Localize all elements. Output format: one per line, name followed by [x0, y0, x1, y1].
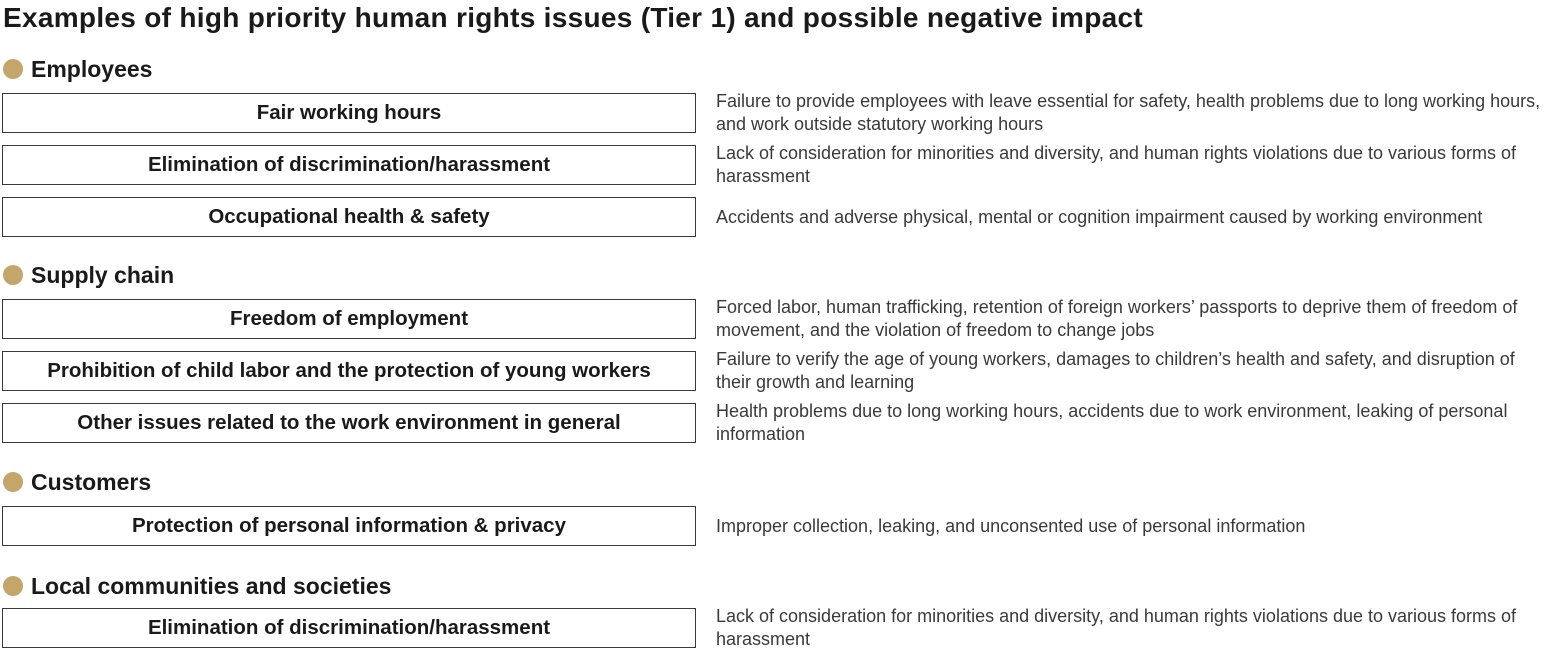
- section-label: Customers: [31, 468, 152, 495]
- issue-box: [2, 403, 696, 443]
- issue-label: Elimination of discrimination/harassment: [147, 616, 551, 639]
- section-header-employees: [3, 56, 152, 82]
- impact-text: Accidents and adverse physical, mental or cognition impairment caused by working environment: [716, 206, 1483, 227]
- impact-text: Failure to verify the age of young workers, damages to children’s health and safety, and disruption of their growth and learning: [716, 349, 1515, 392]
- issue-box: [2, 145, 696, 185]
- issue-box: [2, 299, 696, 339]
- issue-label: Elimination of discrimination/harassment: [147, 153, 551, 176]
- section-label: Local communities and societies: [31, 572, 392, 599]
- issue-label: Fair working hours: [256, 101, 442, 124]
- impact-text: Lack of consideration for minorities and diversity, and human rights violations due to various forms of harassment: [716, 606, 1517, 649]
- issue-row: [0, 195, 1546, 239]
- issue-label: Other issues related to the work environment in general: [77, 411, 621, 434]
- impact-text: Lack of consideration for minorities and diversity, and human rights violations due to various forms of harassment: [716, 143, 1517, 186]
- issue-box: [2, 608, 696, 648]
- issue-box: [2, 93, 696, 133]
- page-title: Examples of high priority human rights issues (Tier 1) and possible negative impact: [3, 2, 1143, 33]
- issue-box: [2, 506, 696, 546]
- issue-row: [0, 349, 1546, 393]
- section-header-local-communities: [3, 573, 391, 599]
- issue-box: [2, 351, 696, 391]
- issue-label: Protection of personal information & privacy: [132, 514, 566, 537]
- section-label: Employees: [31, 55, 153, 82]
- issue-row: [0, 401, 1546, 445]
- issue-row: [0, 504, 1546, 548]
- section-header-customers: [3, 469, 151, 495]
- issue-row: [0, 91, 1546, 135]
- issue-label: Prohibition of child labor and the protection of young workers: [47, 359, 651, 382]
- issue-box: [2, 197, 696, 237]
- section-header-supply-chain: [3, 262, 174, 288]
- issue-row: [0, 143, 1546, 187]
- issue-row: [0, 297, 1546, 341]
- issue-row: [0, 606, 1546, 650]
- impact-text: Health problems due to long working hours, accidents due to work environment, leaking of personal information: [716, 401, 1508, 444]
- bullet-dot-icon: [3, 265, 23, 285]
- impact-text: Forced labor, human trafficking, retention of foreign workers’ passports to deprive them of freedom of movement, and the violation of freedom to change jobs: [716, 297, 1518, 340]
- issue-label: Occupational health & safety: [208, 205, 490, 228]
- impact-text: Failure to provide employees with leave essential for safety, health problems due to long working hours, and work outside statutory working hours: [716, 91, 1541, 134]
- impact-text: Improper collection, leaking, and unconsented use of personal information: [716, 515, 1306, 536]
- bullet-dot-icon: [3, 576, 23, 596]
- section-label: Supply chain: [31, 261, 175, 288]
- bullet-dot-icon: [3, 59, 23, 79]
- issue-label: Freedom of employment: [229, 307, 469, 330]
- bullet-dot-icon: [3, 472, 23, 492]
